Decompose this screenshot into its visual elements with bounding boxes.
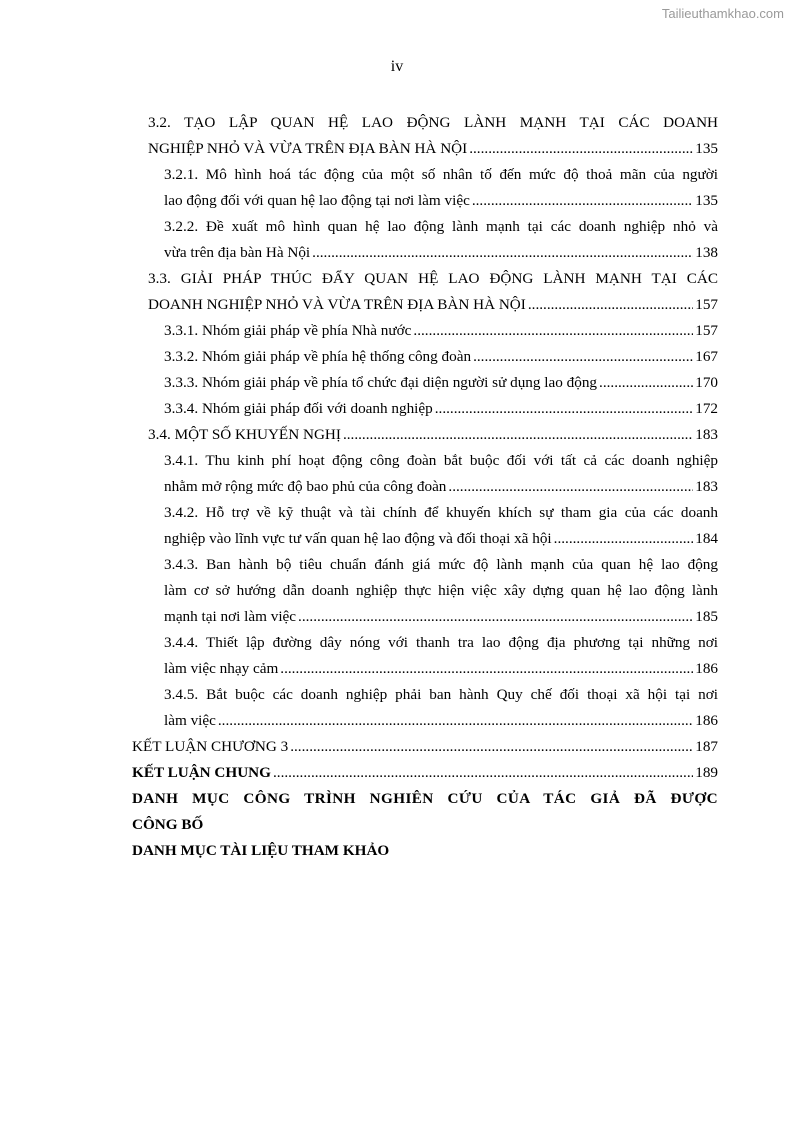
toc-entry[interactable] [132,318,718,344]
toc-page-number: 187 [695,738,718,755]
toc-entry-title: DANH MỤC CÔNG TRÌNH NGHIÊN CỨU CỦA TÁC GIẢ ĐÃ ĐƯỢC [132,790,718,807]
toc-entry[interactable] [132,734,718,760]
table-of-contents [132,110,718,864]
dot-leader [298,604,693,630]
page-number: iv [390,58,404,75]
toc-page-number: 184 [695,530,718,547]
dot-leader [413,318,693,344]
toc-entry-title: 3.4.5. Bắt buộc các doanh nghiệp phải ban hành Quy chế đối thoại xã hội tại nơi [164,686,718,703]
dot-leader [290,734,693,760]
toc-page-number: 157 [695,322,718,339]
toc-entry[interactable] [132,162,718,214]
toc-entry-title: 3.3.2. Nhóm giải pháp về phía hệ thống công đoàn [164,348,472,365]
toc-page-number: 138 [695,244,718,261]
toc-entry-title: làm việc [164,712,216,729]
toc-page-number: 183 [695,426,718,443]
toc-page-number: 135 [695,192,718,209]
dot-leader [435,396,694,422]
dot-leader [448,474,693,500]
toc-entry[interactable] [132,344,718,370]
toc-entry-title: 3.4.3. Ban hành bộ tiêu chuẩn đánh giá mức độ lành mạnh của quan hệ lao động [164,556,718,573]
dot-leader [599,370,693,396]
toc-entry-title: vừa trên địa bàn Hà Nội [164,244,311,261]
dot-leader [273,760,693,786]
toc-page-number: 189 [695,764,718,781]
dot-leader [312,240,693,266]
toc-page-number: 186 [695,712,718,729]
dot-leader [280,656,693,682]
toc-entry-title: làm cơ sở hướng dẫn doanh nghiệp thực hiện việc xây dựng quan hệ lao động lành [164,582,718,599]
toc-entry-title: 3.4.1. Thu kinh phí hoạt động công đoàn bắt buộc đối với tất cả các doanh nghiệp [164,452,718,469]
dot-leader [343,422,693,448]
toc-page-number: 170 [695,374,718,391]
toc-entry[interactable] [132,110,718,162]
toc-entry[interactable] [132,266,718,318]
toc-entry[interactable] [132,786,718,838]
toc-page-number: 172 [695,400,718,417]
dot-leader [554,526,694,552]
toc-page-number: 135 [695,140,718,157]
dot-leader [472,188,693,214]
toc-entry-title: 3.4.4. Thiết lập đường dây nóng với thanh tra lao động địa phương tại những nơi [164,634,718,651]
toc-entry-title: 3.2. TẠO LẬP QUAN HỆ LAO ĐỘNG LÀNH MẠNH TẠI CÁC DOANH [148,114,718,131]
toc-entry-title: 3.2.2. Đề xuất mô hình quan hệ lao động lành mạnh tại các doanh nghiệp nhỏ và [164,218,718,235]
toc-entry-title: nghiệp vào lĩnh vực tư vấn quan hệ lao động và đối thoại xã hội [164,530,552,547]
toc-entry-title: NGHIỆP NHỎ VÀ VỪA TRÊN ĐỊA BÀN HÀ NỘI [148,140,468,157]
toc-page-number: 167 [695,348,718,365]
toc-entry-title: DANH MỤC TÀI LIỆU THAM KHẢO [132,842,390,859]
toc-entry[interactable] [132,500,718,552]
toc-entry-title: KẾT LUẬN CHUNG [132,764,271,781]
toc-entry[interactable] [132,422,718,448]
toc-entry[interactable] [132,838,718,864]
toc-page-number: 185 [695,608,718,625]
toc-entry-title: 3.3.1. Nhóm giải pháp về phía Nhà nước [164,322,412,339]
toc-entry-title: CÔNG BỐ [132,816,204,833]
toc-entry-title: mạnh tại nơi làm việc [164,608,297,625]
toc-entry-title: lao động đối với quan hệ lao động tại nơi làm việc [164,192,470,209]
toc-entry-title: 3.4.2. Hỗ trợ về kỹ thuật và tài chính để khuyến khích sự tham gia của các doanh [164,504,718,521]
toc-page-number: 157 [695,296,718,313]
toc-entry-title: DOANH NGHIỆP NHỎ VÀ VỪA TRÊN ĐỊA BÀN HÀ NỘI [148,296,526,313]
toc-entry-title: 3.3.4. Nhóm giải pháp đối với doanh nghiệp [164,400,433,417]
dot-leader [469,136,693,162]
toc-entry[interactable] [132,682,718,734]
watermark: Tailieuthamkhao.com [661,6,784,21]
toc-entry-title: nhằm mở rộng mức độ bao phủ của công đoàn [164,478,447,495]
dot-leader [473,344,693,370]
toc-entry[interactable] [132,630,718,682]
dot-leader [218,708,693,734]
dot-leader [528,292,693,318]
toc-entry[interactable] [132,396,718,422]
toc-entry[interactable] [132,760,718,786]
toc-page-number: 186 [695,660,718,677]
toc-entry[interactable] [132,552,718,630]
toc-entry-title: làm việc nhạy cảm [164,660,279,677]
toc-entry-title: 3.4. MỘT SỐ KHUYẾN NGHỊ [148,426,341,443]
toc-entry-title: 3.2.1. Mô hình hoá tác động của một số nhân tố đến mức độ thoả mãn của người [164,166,718,183]
toc-entry-title: 3.3. GIẢI PHÁP THÚC ĐẨY QUAN HỆ LAO ĐỘNG LÀNH MẠNH TẠI CÁC [148,270,718,287]
toc-entry[interactable] [132,214,718,266]
toc-page-number: 183 [695,478,718,495]
toc-entry[interactable] [132,370,718,396]
toc-entry-title: 3.3.3. Nhóm giải pháp về phía tổ chức đại diện người sử dụng lao động [164,374,598,391]
toc-entry[interactable] [132,448,718,500]
toc-entry-title: KẾT LUẬN CHƯƠNG 3 [132,738,289,755]
